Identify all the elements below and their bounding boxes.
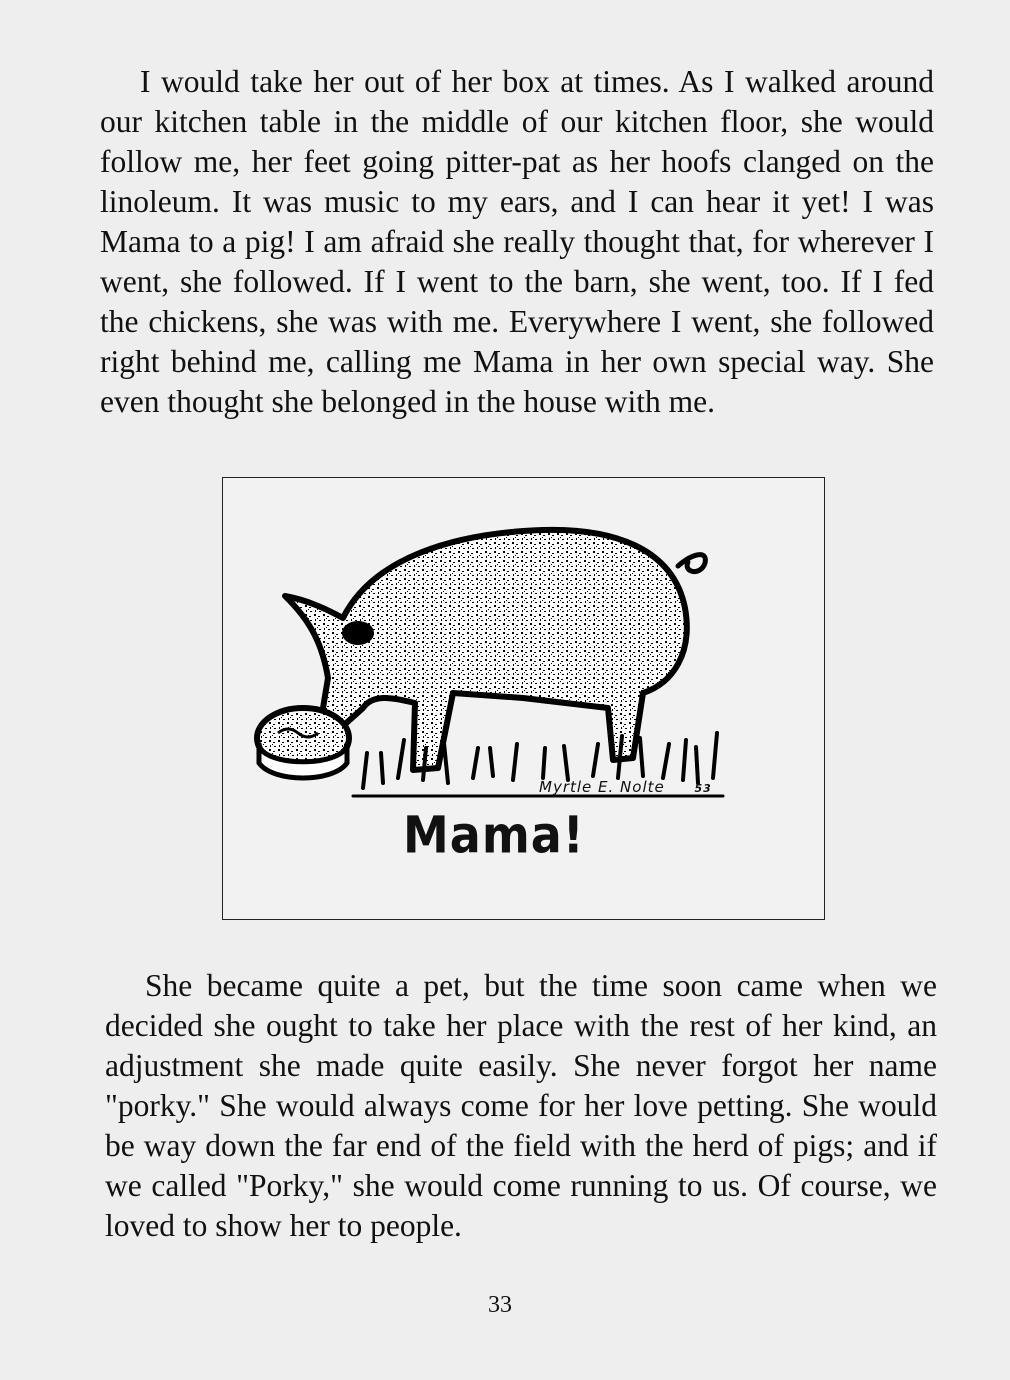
pig-tail <box>678 555 705 572</box>
page-number: 33 <box>488 1292 512 1318</box>
food-dish <box>257 708 349 778</box>
illustration-frame <box>222 477 825 920</box>
body-paragraph-1: I would take her out of her box at times. As I walked around our kitchen table in the middle of our kitchen floor, she would follow me, her feet going pitter-pat as her hoofs clanged on the linoleum. It was music to my ears, and I can hear it yet! I was Mama to a pig! I am afraid she really thought that, for wherever I went, she followed. If I went to the barn, she went, too. If I fed the chickens, she was with me. Everywhere I went, she followed right behind me, calling me Mama in her own special way. She even thought she belonged in the house with me. <box>100 64 934 419</box>
pig-eye <box>342 621 374 645</box>
signature-number: 53 <box>694 782 712 795</box>
artist-signature <box>539 778 712 796</box>
illustration-caption: Mama! <box>403 805 585 865</box>
body-paragraph-2: She became quite a pet, but the time soon came when we decided she ought to take her place with the rest of her kind, an adjustment she made quite easily. She never forgot her name "porky." She would always come for her love petting. She would be way down the far end of the field with the herd of pigs; and if we called "Porky," she would come running to us. Of course, we loved to show her to people. <box>105 968 937 1243</box>
signature-text: Myrtle E. Nolte <box>539 778 665 796</box>
